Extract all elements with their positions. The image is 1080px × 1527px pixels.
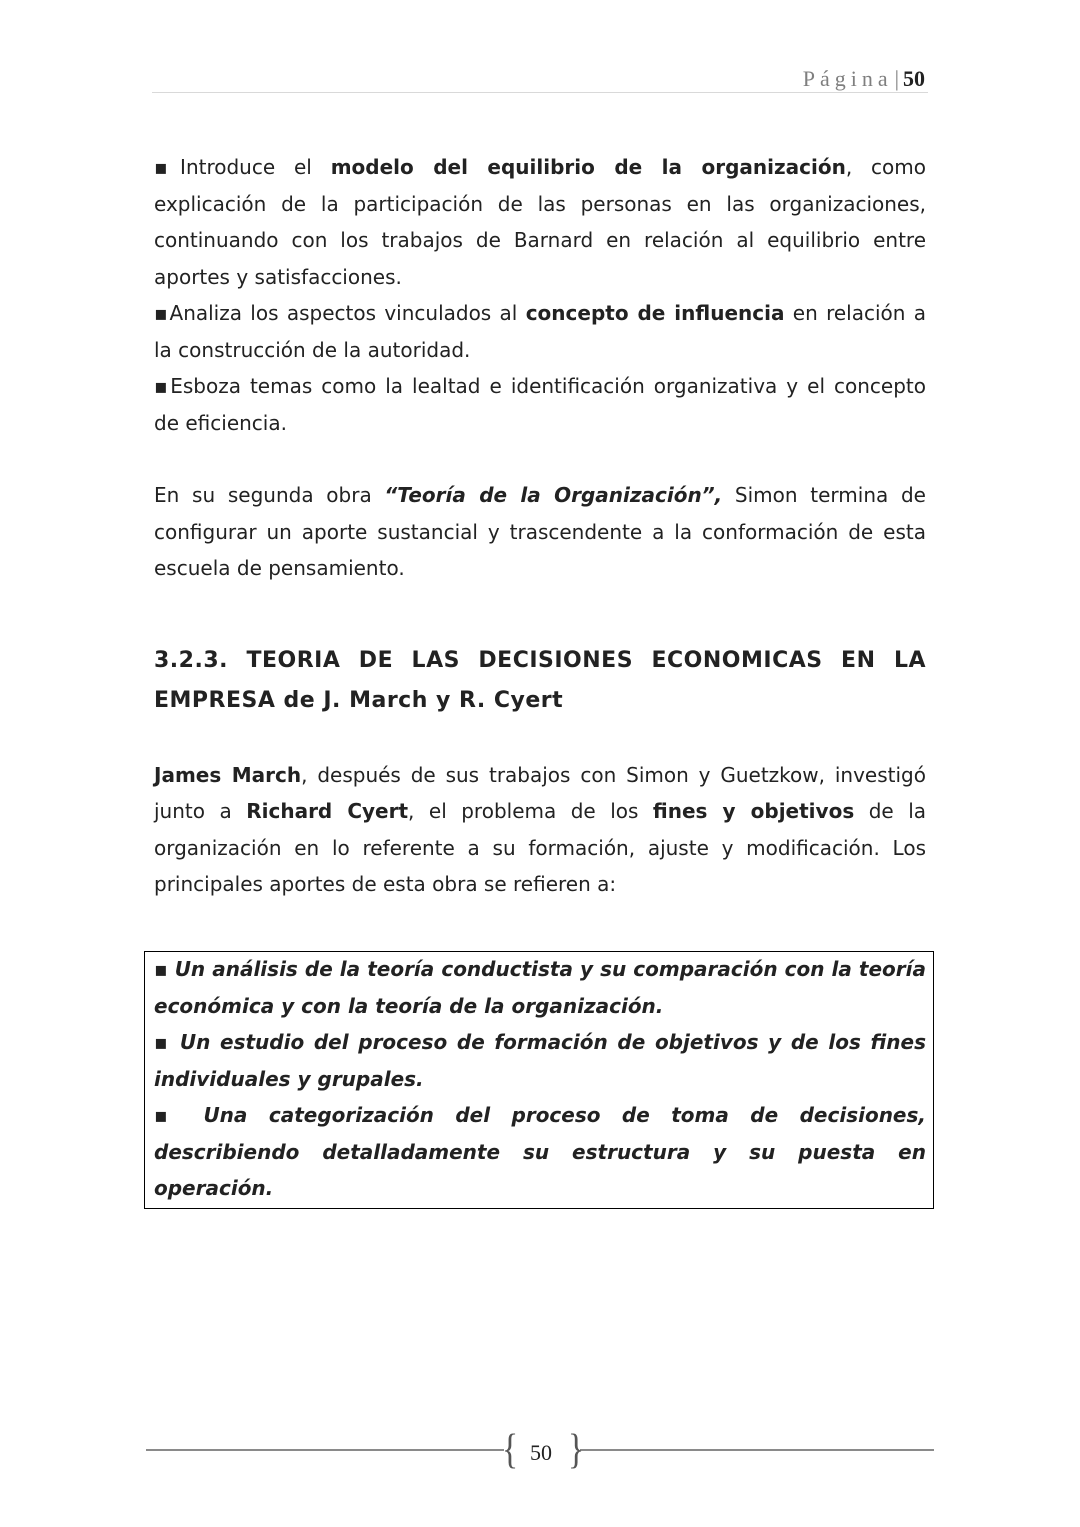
text-span: , como explicación de la participación de las personas en las organizaciones, continuando con los trabajos de Barnard en relación al equilibrio entre aportes y satisfacciones. [154, 155, 926, 289]
bold-term: James March [154, 762, 302, 787]
text-span: de la organización en lo referente a su formación, ajuste y modificación. Los principales aportes de esta obra se refieren a: [154, 799, 927, 896]
text-span: ▪Introduce el [154, 155, 331, 179]
highlight-box [144, 951, 934, 1209]
box-item: ▪ Un análisis de la teoría conductista y su comparación con la teoría económica y con la teoría de la organización. [154, 957, 926, 1018]
paragraph-segunda-obra [154, 477, 926, 587]
page-body [154, 149, 926, 903]
header-label: Página [802, 66, 893, 91]
bold-term: fines y objetivos [652, 799, 855, 823]
bold-term: Richard Cyert [246, 799, 409, 823]
box-item: ▪ Una categorización del proceso de toma de decisiones, describiendo detalladamente su estructura y su puesta en operación. [154, 1103, 926, 1200]
footer-rule-right [580, 1449, 934, 1451]
text-span: Simon termina de configurar un aporte sustancial y trascendente a la conformación de esta escuela de pensamiento. [154, 483, 926, 580]
section-heading: 3.2.3. TEORIA DE LAS DECISIONES ECONOMICAS EN LA EMPRESA de J. March y R. Cyert [154, 647, 926, 713]
header-page-number: 50 [903, 66, 925, 91]
paragraph-march [154, 757, 926, 903]
box-item: ▪ Un estudio del proceso de formación de objetivos y de los fines individuales y grupales. [154, 1030, 926, 1091]
bullet-paragraph [154, 295, 926, 368]
bullet-paragraph: ▪Esboza temas como la lealtad e identificación organizativa y el concepto de eficiencia. [154, 374, 926, 435]
bullet-paragraph [154, 149, 926, 295]
bold-term: concepto de influencia [525, 301, 785, 325]
footer-brace-left: { [502, 1427, 519, 1473]
text-span: , después de sus trabajos con Simon y Guetzkow, investigó junto a [154, 762, 926, 823]
page-header [803, 66, 925, 92]
text-span: En su segunda obra [154, 483, 385, 507]
text-span: , el problema de los [408, 799, 653, 823]
footer-page-number: 50 [530, 1440, 552, 1465]
header-separator: | [894, 66, 899, 91]
header-rule [152, 92, 928, 93]
bold-term: modelo del equilibrio de la organización [330, 155, 846, 179]
footer-rule-left [146, 1449, 504, 1451]
text-span: en relación a la construcción de la autoridad. [154, 301, 927, 362]
footer-brace-right: } [568, 1427, 585, 1473]
book-title: “Teoría de la Organización”, [384, 483, 723, 507]
text-span: ▪Analiza los aspectos vinculados al [154, 301, 526, 325]
